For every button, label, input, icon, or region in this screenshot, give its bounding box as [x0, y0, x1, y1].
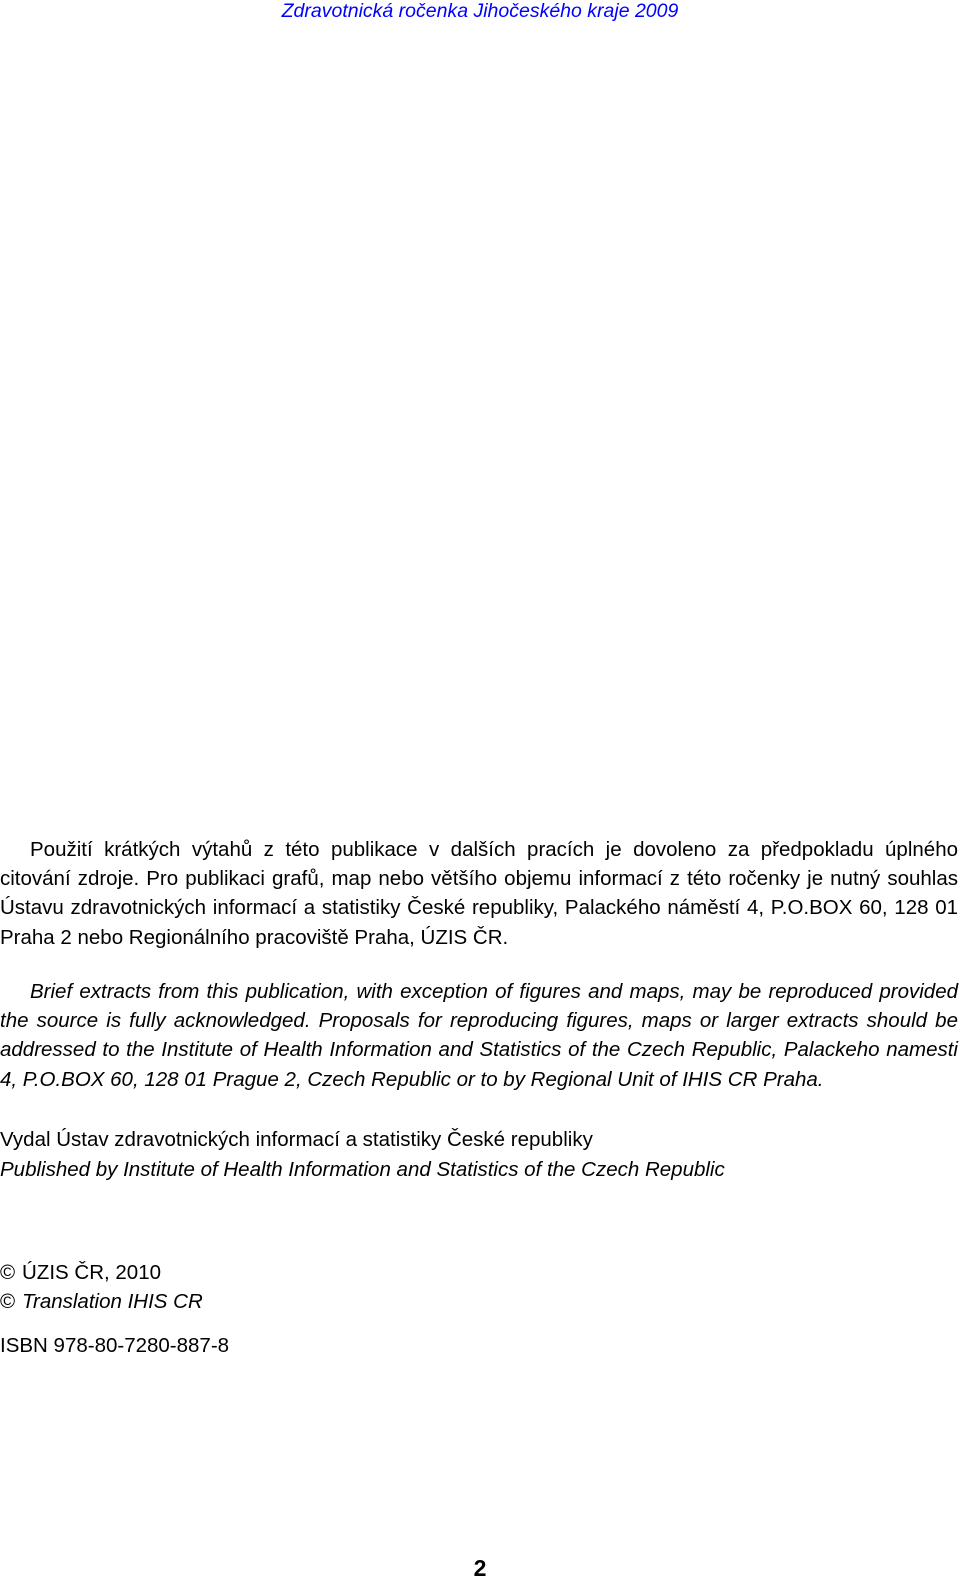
notice-english	[0, 977, 958, 1094]
running-header: Zdravotnická ročenka Jihočeského kraje 2009	[281, 0, 679, 22]
notice-czech-text: Použití krátkých výtahů z této publikace v dalších pracích je dovoleno za předpokladu úplného citování zdroje. Pro publikaci grafů, map nebo většího objemu informací z této ročenky je nutný souhlas Ústavu zdravotnických informací a statistiky České republiky, Palackého náměstí 4, P.O.BOX 60, 128 01 Praha 2 nebo Regionálního pracoviště Praha, ÚZIS ČR.	[0, 838, 958, 949]
copyright-line-2	[0, 1287, 958, 1316]
copyright-block	[0, 1258, 958, 1316]
publisher-english: Published by Institute of Health Information and Statistics of the Czech Republic	[0, 1158, 725, 1181]
copyright-icon: ©	[0, 1261, 16, 1284]
page-number: 2	[473, 1555, 487, 1581]
copyright-icon: ©	[0, 1290, 16, 1313]
copyright-text-1: ÚZIS ČR, 2010	[22, 1261, 161, 1284]
notice-czech	[0, 835, 958, 952]
publisher-block	[0, 1125, 958, 1185]
copyright-text-2: Translation IHIS CR	[22, 1290, 203, 1313]
notice-english-text: Brief extracts from this publication, with exception of figures and maps, may be reproduced provided the source is fully acknowledged. Proposals for reproducing figures, maps or larger extracts should be addressed to the Institute of Health Information and Statistics of the Czech Republic, Palackeho namesti 4, P.O.BOX 60, 128 01 Prague 2, Czech Republic or to by Regional Unit of IHIS CR Praha.	[0, 980, 958, 1091]
publisher-czech: Vydal Ústav zdravotnických informací a statistiky České republiky	[0, 1128, 593, 1151]
isbn-block	[0, 1331, 958, 1360]
isbn: ISBN 978-80-7280-887-8	[0, 1334, 230, 1357]
copyright-line-1	[0, 1258, 958, 1287]
